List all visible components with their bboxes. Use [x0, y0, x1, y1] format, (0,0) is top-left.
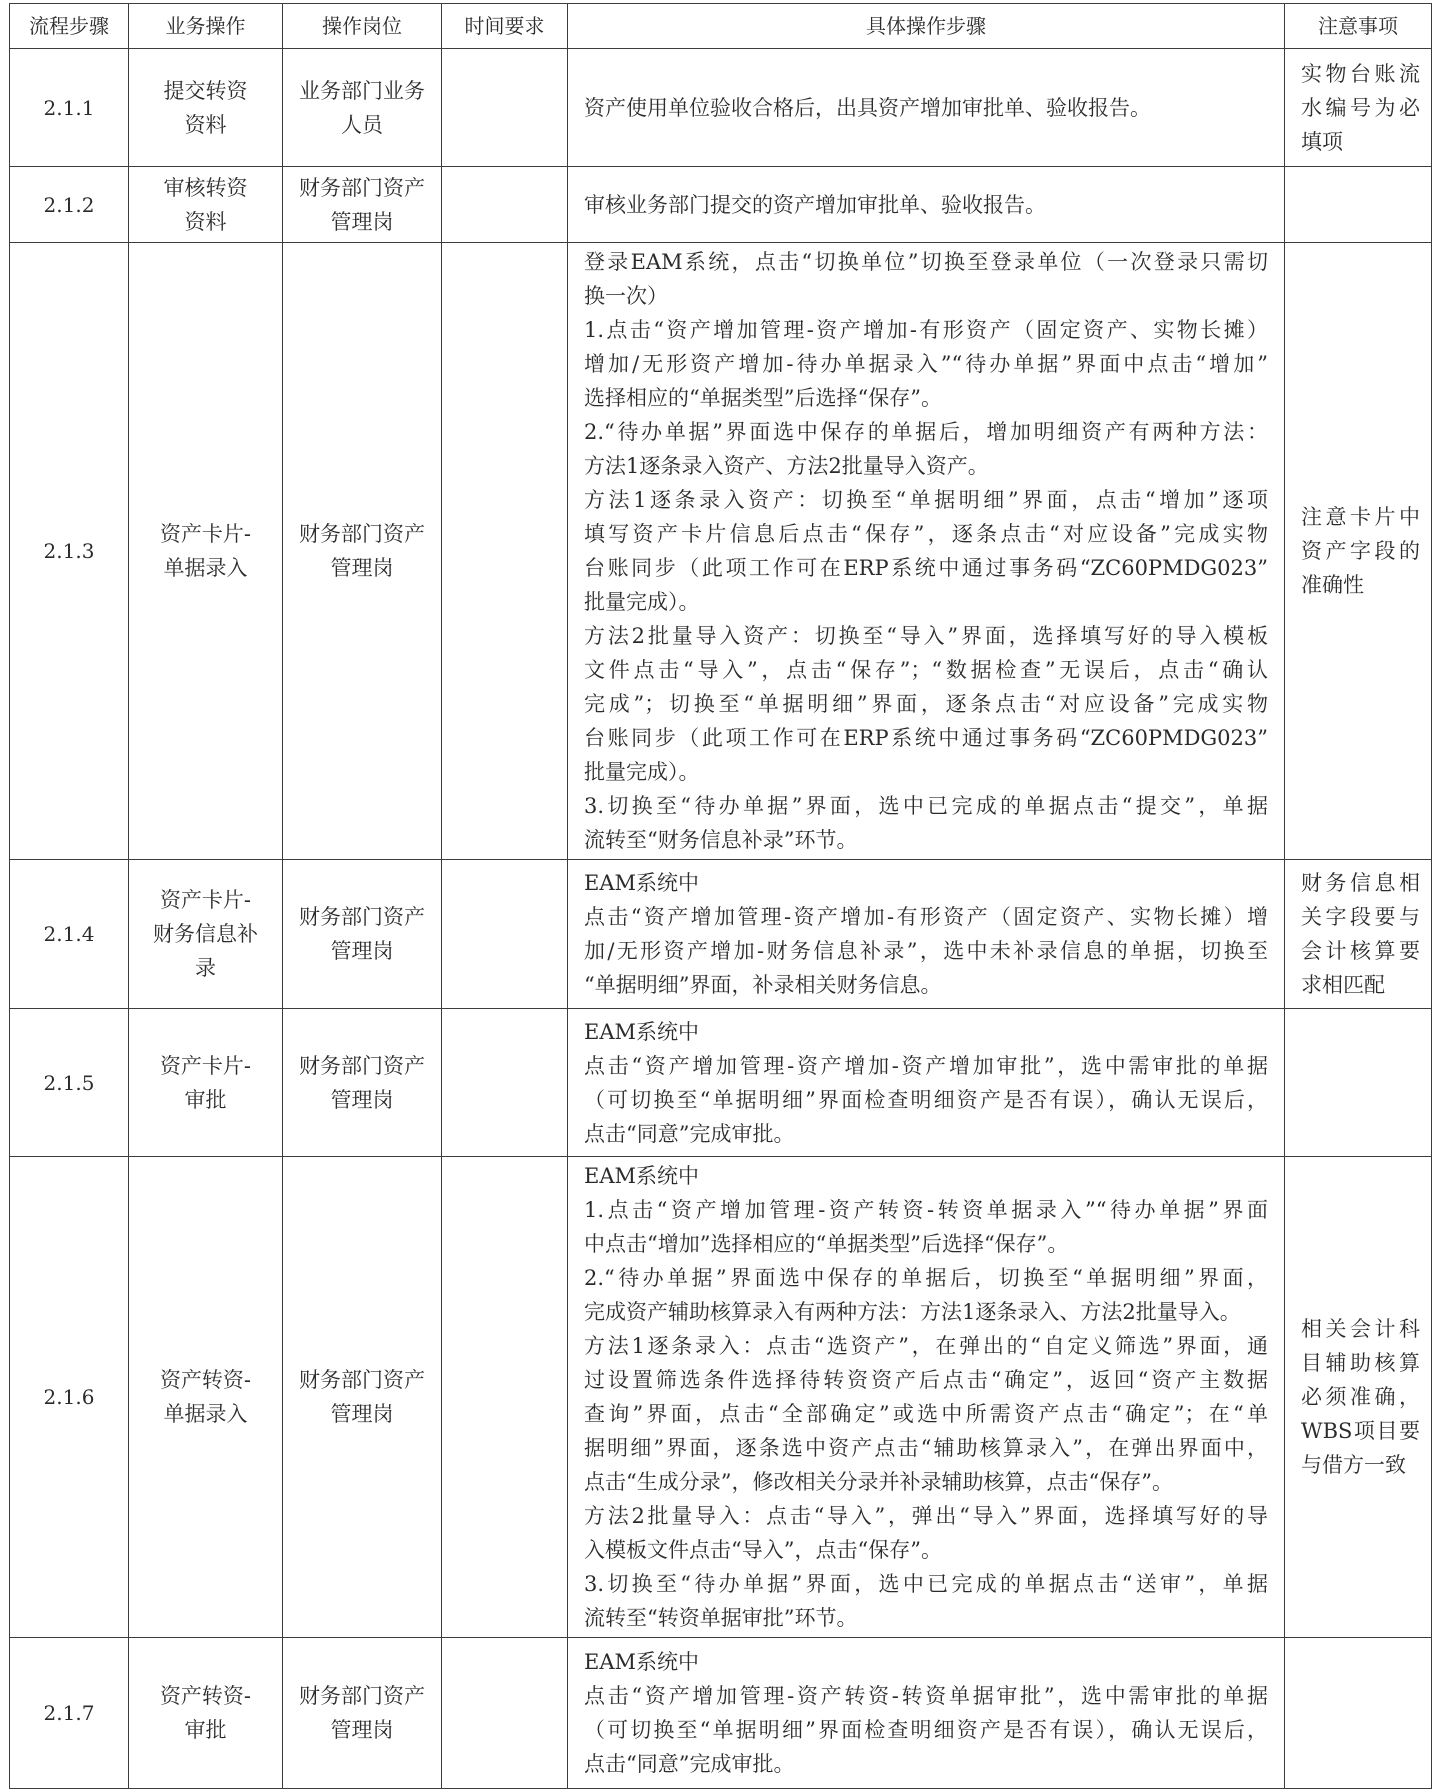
operation-line: 资料: [184, 112, 227, 137]
notes-line: 准确性: [1301, 573, 1364, 597]
detail-paragraph: [584, 1679, 1268, 1781]
detail-line: 点击“资产增加管理-资产转资-转资单据审批”，选中需审批的单据: [584, 1684, 1268, 1708]
step-cell: [10, 860, 129, 1009]
detail-cell: [568, 243, 1285, 860]
header-operation: 业务操作: [129, 4, 283, 49]
time-cell: [442, 49, 568, 167]
detail-line: EAM系统中: [584, 871, 699, 895]
detail-line: 登录EAM系统，点击“切换单位”切换至登录单位（一次登录只需切: [584, 250, 1268, 274]
header-step: 流程步骤: [10, 4, 129, 49]
position-cell: [283, 167, 442, 243]
detail-cell: [568, 860, 1285, 1009]
position-line: 管理岗: [330, 209, 394, 234]
notes-cell: [1285, 1157, 1432, 1638]
detail-paragraph: [584, 1645, 1268, 1679]
header-position: 操作岗位: [283, 4, 442, 49]
table-row: [10, 167, 1432, 243]
position-cell: [283, 49, 442, 167]
detail-paragraph: [584, 1193, 1268, 1261]
detail-line: 资产使用单位验收合格后，出具资产增加审批单、验收报告。: [584, 95, 1151, 120]
step-number: 2.1.3: [43, 539, 95, 563]
operation-cell: [129, 243, 283, 860]
detail-line: （可切换至“单据明细”界面检查明细资产是否有误），确认无误后，: [584, 1718, 1268, 1742]
detail-line: 完成资产辅助核算录入有两种方法：方法1逐条录入、方法2批量导入。: [584, 1300, 1241, 1324]
detail-line: 方法1逐条录入：点击“选资产”，在弹出的“自定义筛选”界面，通: [584, 1334, 1268, 1358]
step-number: 2.1.1: [43, 95, 95, 120]
notes-line: 注意卡片中: [1301, 505, 1420, 529]
step-number: 2.1.4: [43, 922, 95, 946]
step-cell: [10, 1638, 129, 1789]
position-cell: [283, 243, 442, 860]
time-cell: [442, 243, 568, 860]
header-time: 时间要求: [442, 4, 568, 49]
table-header: [10, 4, 1432, 49]
table-body: [10, 49, 1432, 1789]
detail-line: 2.“待办单据”界面选中保存的单据后，切换至“单据明细”界面，: [584, 1266, 1268, 1290]
step-cell: [10, 243, 129, 860]
operation-line: 资料: [184, 209, 227, 234]
position-line: 财务部门资产: [299, 905, 425, 929]
position-line: 财务部门资产: [299, 522, 425, 546]
operation-line: 资产卡片-: [159, 1053, 252, 1078]
detail-paragraph: [584, 866, 1268, 900]
notes-line: 资产字段的: [1301, 539, 1420, 563]
detail-paragraph: [584, 619, 1268, 789]
notes-cell: [1285, 1638, 1432, 1789]
step-cell: [10, 1157, 129, 1638]
step-cell: [10, 167, 129, 243]
time-cell: [442, 1009, 568, 1157]
detail-line: 换一次）: [584, 284, 668, 308]
detail-line: 中点击“增加”选择相应的“单据类型”后选择“保存”。: [584, 1232, 1069, 1256]
notes-line: 实物台账流: [1301, 61, 1420, 86]
detail-line: 批量完成）。: [584, 590, 700, 614]
detail-line: 查询”界面，点击“全部确定”或选中所需资产点击“确定”；在“单: [584, 1402, 1268, 1426]
detail-cell: [568, 49, 1285, 167]
detail-line: 据明细”界面，逐条选中资产点击“辅助核算录入”，在弹出界面中，: [584, 1436, 1268, 1460]
step-cell: [10, 1009, 129, 1157]
position-line: 管理岗: [330, 1402, 394, 1426]
detail-line: 点击“同意”完成审批。: [584, 1752, 795, 1776]
position-cell: [283, 1009, 442, 1157]
detail-line: 批量完成）。: [584, 760, 700, 784]
detail-line: 1.点击“资产增加管理-资产转资-转资单据录入”“待办单据”界面: [584, 1198, 1268, 1222]
detail-line: 审核业务部门提交的资产增加审批单、验收报告。: [584, 192, 1046, 217]
table-row: [10, 243, 1432, 860]
detail-line: 文件点击“导入”，点击“保存”；“数据检查”无误后，点击“确认: [584, 658, 1268, 682]
detail-paragraph: [584, 188, 1268, 222]
position-line: 管理岗: [330, 939, 394, 963]
detail-paragraph: [584, 1499, 1268, 1567]
detail-line: 方法1逐条录入资产、方法2批量导入资产。: [584, 454, 989, 478]
detail-paragraph: [584, 415, 1268, 483]
notes-cell: [1285, 860, 1432, 1009]
operation-cell: [129, 1638, 283, 1789]
time-cell: [442, 167, 568, 243]
notes-line: 填项: [1301, 129, 1343, 154]
detail-paragraph: [584, 1329, 1268, 1499]
detail-line: 方法2批量导入：点击“导入”，弹出“导入”界面，选择填写好的导: [584, 1504, 1268, 1528]
position-cell: [283, 860, 442, 1009]
notes-line: WBS项目要: [1301, 1419, 1420, 1443]
operation-line: 单据录入: [163, 556, 248, 580]
notes-line: 求相匹配: [1301, 973, 1385, 997]
detail-line: 入模板文件点击“导入”，点击“保存”。: [584, 1538, 942, 1562]
detail-paragraph: [584, 1261, 1268, 1329]
detail-paragraph: [584, 789, 1268, 857]
detail-paragraph: [584, 1567, 1268, 1635]
step-number: 2.1.2: [43, 192, 95, 217]
table-row: [10, 1638, 1432, 1789]
position-line: 人员: [341, 112, 383, 137]
detail-line: 选择相应的“单据类型”后选择“保存”。: [584, 386, 942, 410]
detail-line: 点击“生成分录”，修改相关分录并补录辅助核算，点击“保存”。: [584, 1470, 1173, 1494]
detail-line: 流转至“财务信息补录”环节。: [584, 828, 858, 852]
detail-line: 台账同步（此项工作可在ERP系统中通过事务码“ZC60PMDG023”: [584, 556, 1268, 580]
notes-line: 目辅助核算: [1301, 1351, 1420, 1375]
operation-line: 审批: [184, 1087, 227, 1112]
detail-line: 方法1逐条录入资产：切换至“单据明细”界面，点击“增加”逐项: [584, 488, 1268, 512]
operation-line: 资产卡片-: [159, 522, 252, 546]
detail-paragraph: [584, 313, 1268, 415]
position-line: 财务部门资产: [299, 1684, 425, 1708]
notes-line: 必须准确，: [1301, 1385, 1420, 1409]
step-number: 2.1.6: [43, 1385, 95, 1409]
detail-paragraph: [584, 900, 1268, 1002]
operation-line: 录: [195, 956, 216, 980]
table-row: [10, 49, 1432, 167]
notes-line: 关字段要与: [1301, 905, 1420, 929]
notes-cell: [1285, 1009, 1432, 1157]
position-line: 财务部门资产: [299, 1053, 425, 1078]
operation-line: 资产卡片-: [159, 888, 252, 912]
notes-line: 与借方一致: [1301, 1453, 1406, 1477]
detail-line: EAM系统中: [584, 1164, 699, 1188]
step-number: 2.1.5: [43, 1070, 95, 1095]
detail-paragraph: [584, 91, 1268, 125]
header-row: [10, 4, 1432, 49]
detail-paragraph: [584, 483, 1268, 619]
notes-cell: [1285, 167, 1432, 243]
time-cell: [442, 860, 568, 1009]
detail-line: 流转至“转资单据审批”环节。: [584, 1606, 858, 1630]
position-line: 业务部门业务: [299, 78, 425, 103]
notes-cell: [1285, 49, 1432, 167]
detail-paragraph: [584, 1015, 1268, 1049]
position-cell: [283, 1638, 442, 1789]
operation-cell: [129, 860, 283, 1009]
detail-line: 3.切换至“待办单据”界面，选中已完成的单据点击“提交”，单据: [584, 794, 1268, 818]
detail-line: 方法2批量导入资产：切换至“导入”界面，选择填写好的导入模板: [584, 624, 1268, 648]
detail-line: 增加/无形资产增加-待办单据录入”“待办单据”界面中点击“增加”: [584, 352, 1268, 376]
notes-line: 财务信息相: [1301, 871, 1420, 895]
notes-cell: [1285, 243, 1432, 860]
position-line: 管理岗: [330, 556, 394, 580]
detail-line: 1.点击“资产增加管理-资产增加-有形资产（固定资产、实物长摊）: [584, 318, 1268, 342]
detail-line: 3.切换至“待办单据”界面，选中已完成的单据点击“送审”，单据: [584, 1572, 1268, 1596]
detail-cell: [568, 167, 1285, 243]
table-row: [10, 860, 1432, 1009]
operation-line: 提交转资: [163, 78, 248, 103]
detail-line: 2.“待办单据”界面选中保存的单据后，增加明细资产有两种方法：: [584, 420, 1268, 444]
step-cell: [10, 49, 129, 167]
header-detail: 具体操作步骤: [568, 4, 1285, 49]
detail-line: 完成”；切换至“单据明细”界面，逐条点击“对应设备”完成实物: [584, 692, 1268, 716]
detail-paragraph: [584, 1049, 1268, 1151]
detail-line: 点击“资产增加管理-资产增加-有形资产（固定资产、实物长摊）增: [584, 905, 1268, 929]
operation-cell: [129, 167, 283, 243]
detail-cell: [568, 1009, 1285, 1157]
notes-line: 水编号为必: [1301, 95, 1420, 120]
position-line: 财务部门资产: [299, 175, 425, 200]
position-line: 管理岗: [330, 1087, 394, 1112]
process-table: [9, 3, 1432, 1789]
detail-cell: [568, 1638, 1285, 1789]
position-cell: [283, 1157, 442, 1638]
operation-cell: [129, 1157, 283, 1638]
detail-line: EAM系统中: [584, 1650, 699, 1674]
notes-line: 会计核算要: [1301, 939, 1420, 963]
detail-paragraph: [584, 1159, 1268, 1193]
detail-line: 台账同步（此项工作可在ERP系统中通过事务码“ZC60PMDG023”: [584, 726, 1268, 750]
operation-line: 单据录入: [163, 1402, 248, 1426]
detail-cell: [568, 1157, 1285, 1638]
operation-line: 资产转资-: [159, 1684, 252, 1708]
detail-line: “单据明细”界面，补录相关财务信息。: [584, 973, 942, 997]
operation-line: 资产转资-: [159, 1368, 252, 1392]
operation-line: 财务信息补: [153, 922, 258, 946]
table-row: [10, 1009, 1432, 1157]
header-notes: 注意事项: [1285, 4, 1432, 49]
step-number: 2.1.7: [43, 1701, 95, 1725]
detail-line: （可切换至“单据明细”界面检查明细资产是否有误），确认无误后，: [584, 1087, 1268, 1112]
notes-line: 相关会计科: [1301, 1317, 1420, 1341]
detail-line: 加/无形资产增加-财务信息补录”，选中未补录信息的单据，切换至: [584, 939, 1268, 963]
operation-cell: [129, 1009, 283, 1157]
operation-cell: [129, 49, 283, 167]
position-line: 管理岗: [330, 1718, 394, 1742]
operation-line: 审批: [184, 1718, 227, 1742]
time-cell: [442, 1638, 568, 1789]
detail-line: 过设置筛选条件选择待转资资产后点击“确定”，返回“资产主数据: [584, 1368, 1268, 1392]
detail-line: EAM系统中: [584, 1019, 699, 1044]
time-cell: [442, 1157, 568, 1638]
detail-line: 填写资产卡片信息后点击“保存”，逐条点击“对应设备”完成实物: [584, 522, 1268, 546]
detail-line: 点击“资产增加管理-资产增加-资产增加审批”，选中需审批的单据: [584, 1053, 1268, 1078]
operation-line: 审核转资: [163, 175, 248, 200]
detail-paragraph: [584, 245, 1268, 313]
detail-line: 点击“同意”完成审批。: [584, 1121, 795, 1146]
position-line: 财务部门资产: [299, 1368, 425, 1392]
table-row: [10, 1157, 1432, 1638]
